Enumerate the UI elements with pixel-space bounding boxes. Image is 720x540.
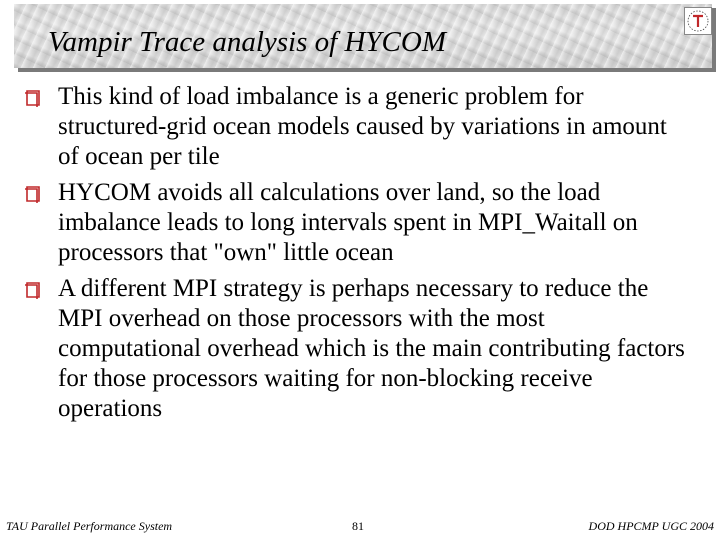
footer-left: TAU Parallel Performance System (6, 519, 173, 533)
bullet-text: HYCOM avoids all calculations over land, so the load imbalance leads to long intervals spent in MPI_Waitall on processors that "own" little ocean (58, 179, 638, 266)
square-bullet-icon (24, 185, 40, 203)
bullet-item (22, 82, 692, 172)
bullet-list (22, 82, 692, 430)
bullet-text: A different MPI strategy is perhaps necessary to reduce the MPI overhead on those processors with the most computational overhead which is the main contributing factors for those processors waiting for non-blocking receive operations (58, 275, 685, 422)
title-bar (14, 4, 712, 68)
bullet-item (22, 178, 692, 268)
bullet-text: This kind of load imbalance is a generic problem for structured-grid ocean models caused by variations in amount of ocean per tile (58, 83, 667, 170)
slide-title: Vampir Trace analysis of HYCOM (48, 26, 446, 58)
tau-logo-icon (684, 7, 712, 35)
page-number: 81 (352, 519, 364, 533)
bullet-item (22, 274, 692, 424)
footer-right: DOD HPCMP UGC 2004 (588, 519, 714, 533)
square-bullet-icon (24, 281, 40, 299)
square-bullet-icon (24, 89, 40, 107)
